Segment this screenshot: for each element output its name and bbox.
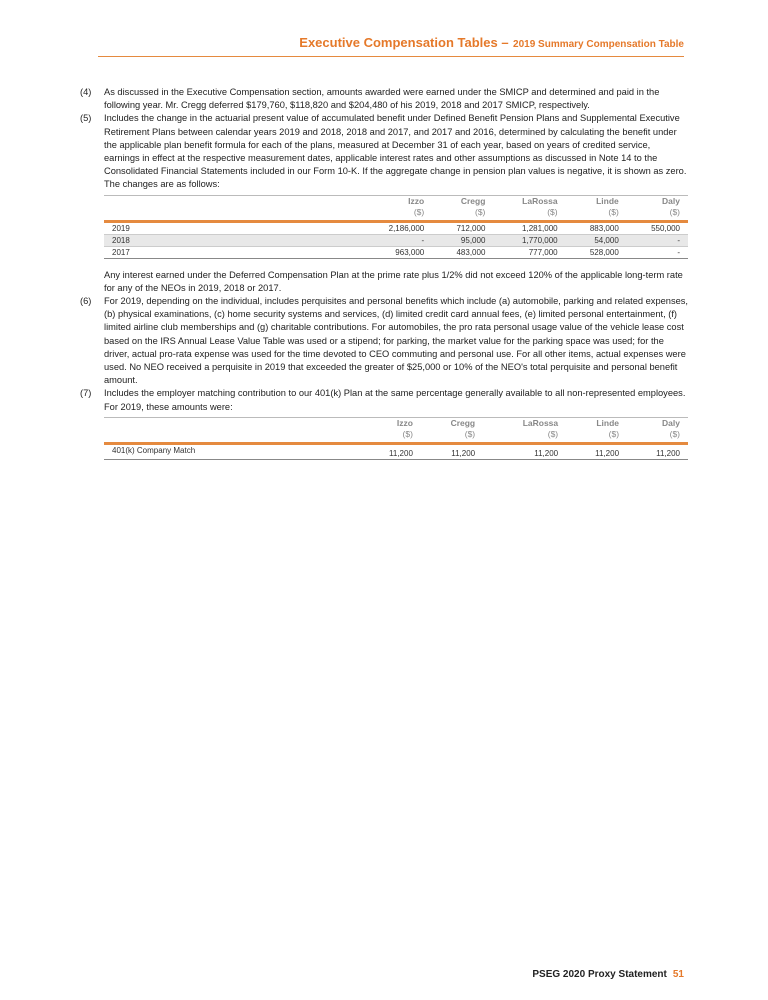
footnote-number: (6): [80, 296, 92, 307]
footnote-text: For 2019, depending on the individual, includes perquisites and personal benefits which include (a) automobile, parking and related expenses, (b) physical examinations, (c) home security systems and services, (d) limited credit card annual fees, (e) limited personal entertainment, (f) limited airline club memberships and (g) charitable contributions. For automobiles, the pro rata personal usage value of the vehicle lease cost based on the IRS Annual Lease Value Table was used or a stipend; for parking, the market value for the parking space was used; for the driver, actual pro-rata expense was used for the time devoted to CEO commuting and personal use. For all other items, actual expenses were used. No NEO received a perquisite in 2019 that exceeded the greater of $25,000 or 10% of the NEO's total perquisite and personal benefit amount.: [104, 296, 689, 386]
table-row: 2019 2,186,000 712,000 1,281,000 883,000 550,000: [104, 221, 688, 234]
header-title: Executive Compensation Tables –: [299, 35, 509, 50]
footnote-text: Includes the change in the actuarial present value of accumulated benefit under Defined Benefit Pension Plans and Supplemental Executive Retirement Plans between calendar years 2019 and 2018, 2018 and 2017, and 2017 and 2016, determined by calculating the benefit under the applicable plan benefit formula for each of the plans, measured at December 31 of each year, based on years of credited service, earnings in effect at the respective measurement dates, applicable interest rates and other assumptions as discussed in Note 14 to the Consolidated Financial Statements included in our Form 10-K. If the aggregate change in pension plan values is negative, it is shown as zero. The changes are as follows:: [104, 113, 687, 190]
footnotes: [80, 86, 688, 460]
footer-text: PSEG 2020 Proxy Statement: [532, 969, 667, 980]
footnote-number: (5): [80, 113, 92, 124]
col-header: Izzo ($): [396, 417, 413, 439]
table-row: 2017 963,000 483,000 777,000 528,000 -: [104, 246, 688, 258]
pension-change-table: [104, 195, 688, 259]
col-header: Daly ($): [662, 195, 680, 217]
footnote-number: (4): [80, 87, 92, 97]
col-header: Daly ($): [662, 417, 680, 439]
401k-match-table: [104, 417, 688, 460]
page-number: 51: [672, 969, 684, 980]
footnote-5: [80, 112, 688, 191]
footnote-text: Includes the employer matching contribution to our 401(k) Plan at the same percentage generally available to all non-represented employees. For 2019, these amounts were:: [104, 388, 686, 412]
col-header: LaRossa ($): [522, 417, 559, 439]
footnote-number: (7): [80, 388, 92, 399]
col-header: Linde ($): [596, 417, 620, 439]
footnote-text: As discussed in the Executive Compensation section, amounts awarded were earned under the SMICP and determined and paid in the following year. Mr. Cregg deferred $179,760, $118,820 and $204,480 of his 2019, 2018 and 2017 SMICP, respectively.: [104, 87, 660, 111]
footnote-4: [80, 86, 688, 112]
col-header: Izzo ($): [408, 195, 425, 217]
header-subtitle: 2019 Summary Compensation Table: [513, 39, 684, 50]
col-header: Cregg ($): [450, 417, 476, 439]
footnote-7: [80, 387, 688, 413]
page-footer: [532, 969, 684, 980]
col-header: LaRossa ($): [522, 195, 558, 217]
footnote-6: [80, 295, 688, 387]
table-row: 2018 - 95,000 1,770,000 54,000 -: [104, 234, 688, 246]
interest-paragraph: Any interest earned under the Deferred Compensation Plan at the prime rate plus 1/2% did not exceed 120% of the applicable long-term rate for any of the NEOs in 2019, 2018 or 2017.: [104, 269, 683, 293]
table-row: 401(k) Company Match 11,200 11,200 11,200 11,200 11,200: [104, 443, 688, 459]
col-header: Linde ($): [596, 195, 619, 217]
page-header: [98, 34, 684, 57]
col-header: Cregg ($): [460, 195, 486, 217]
